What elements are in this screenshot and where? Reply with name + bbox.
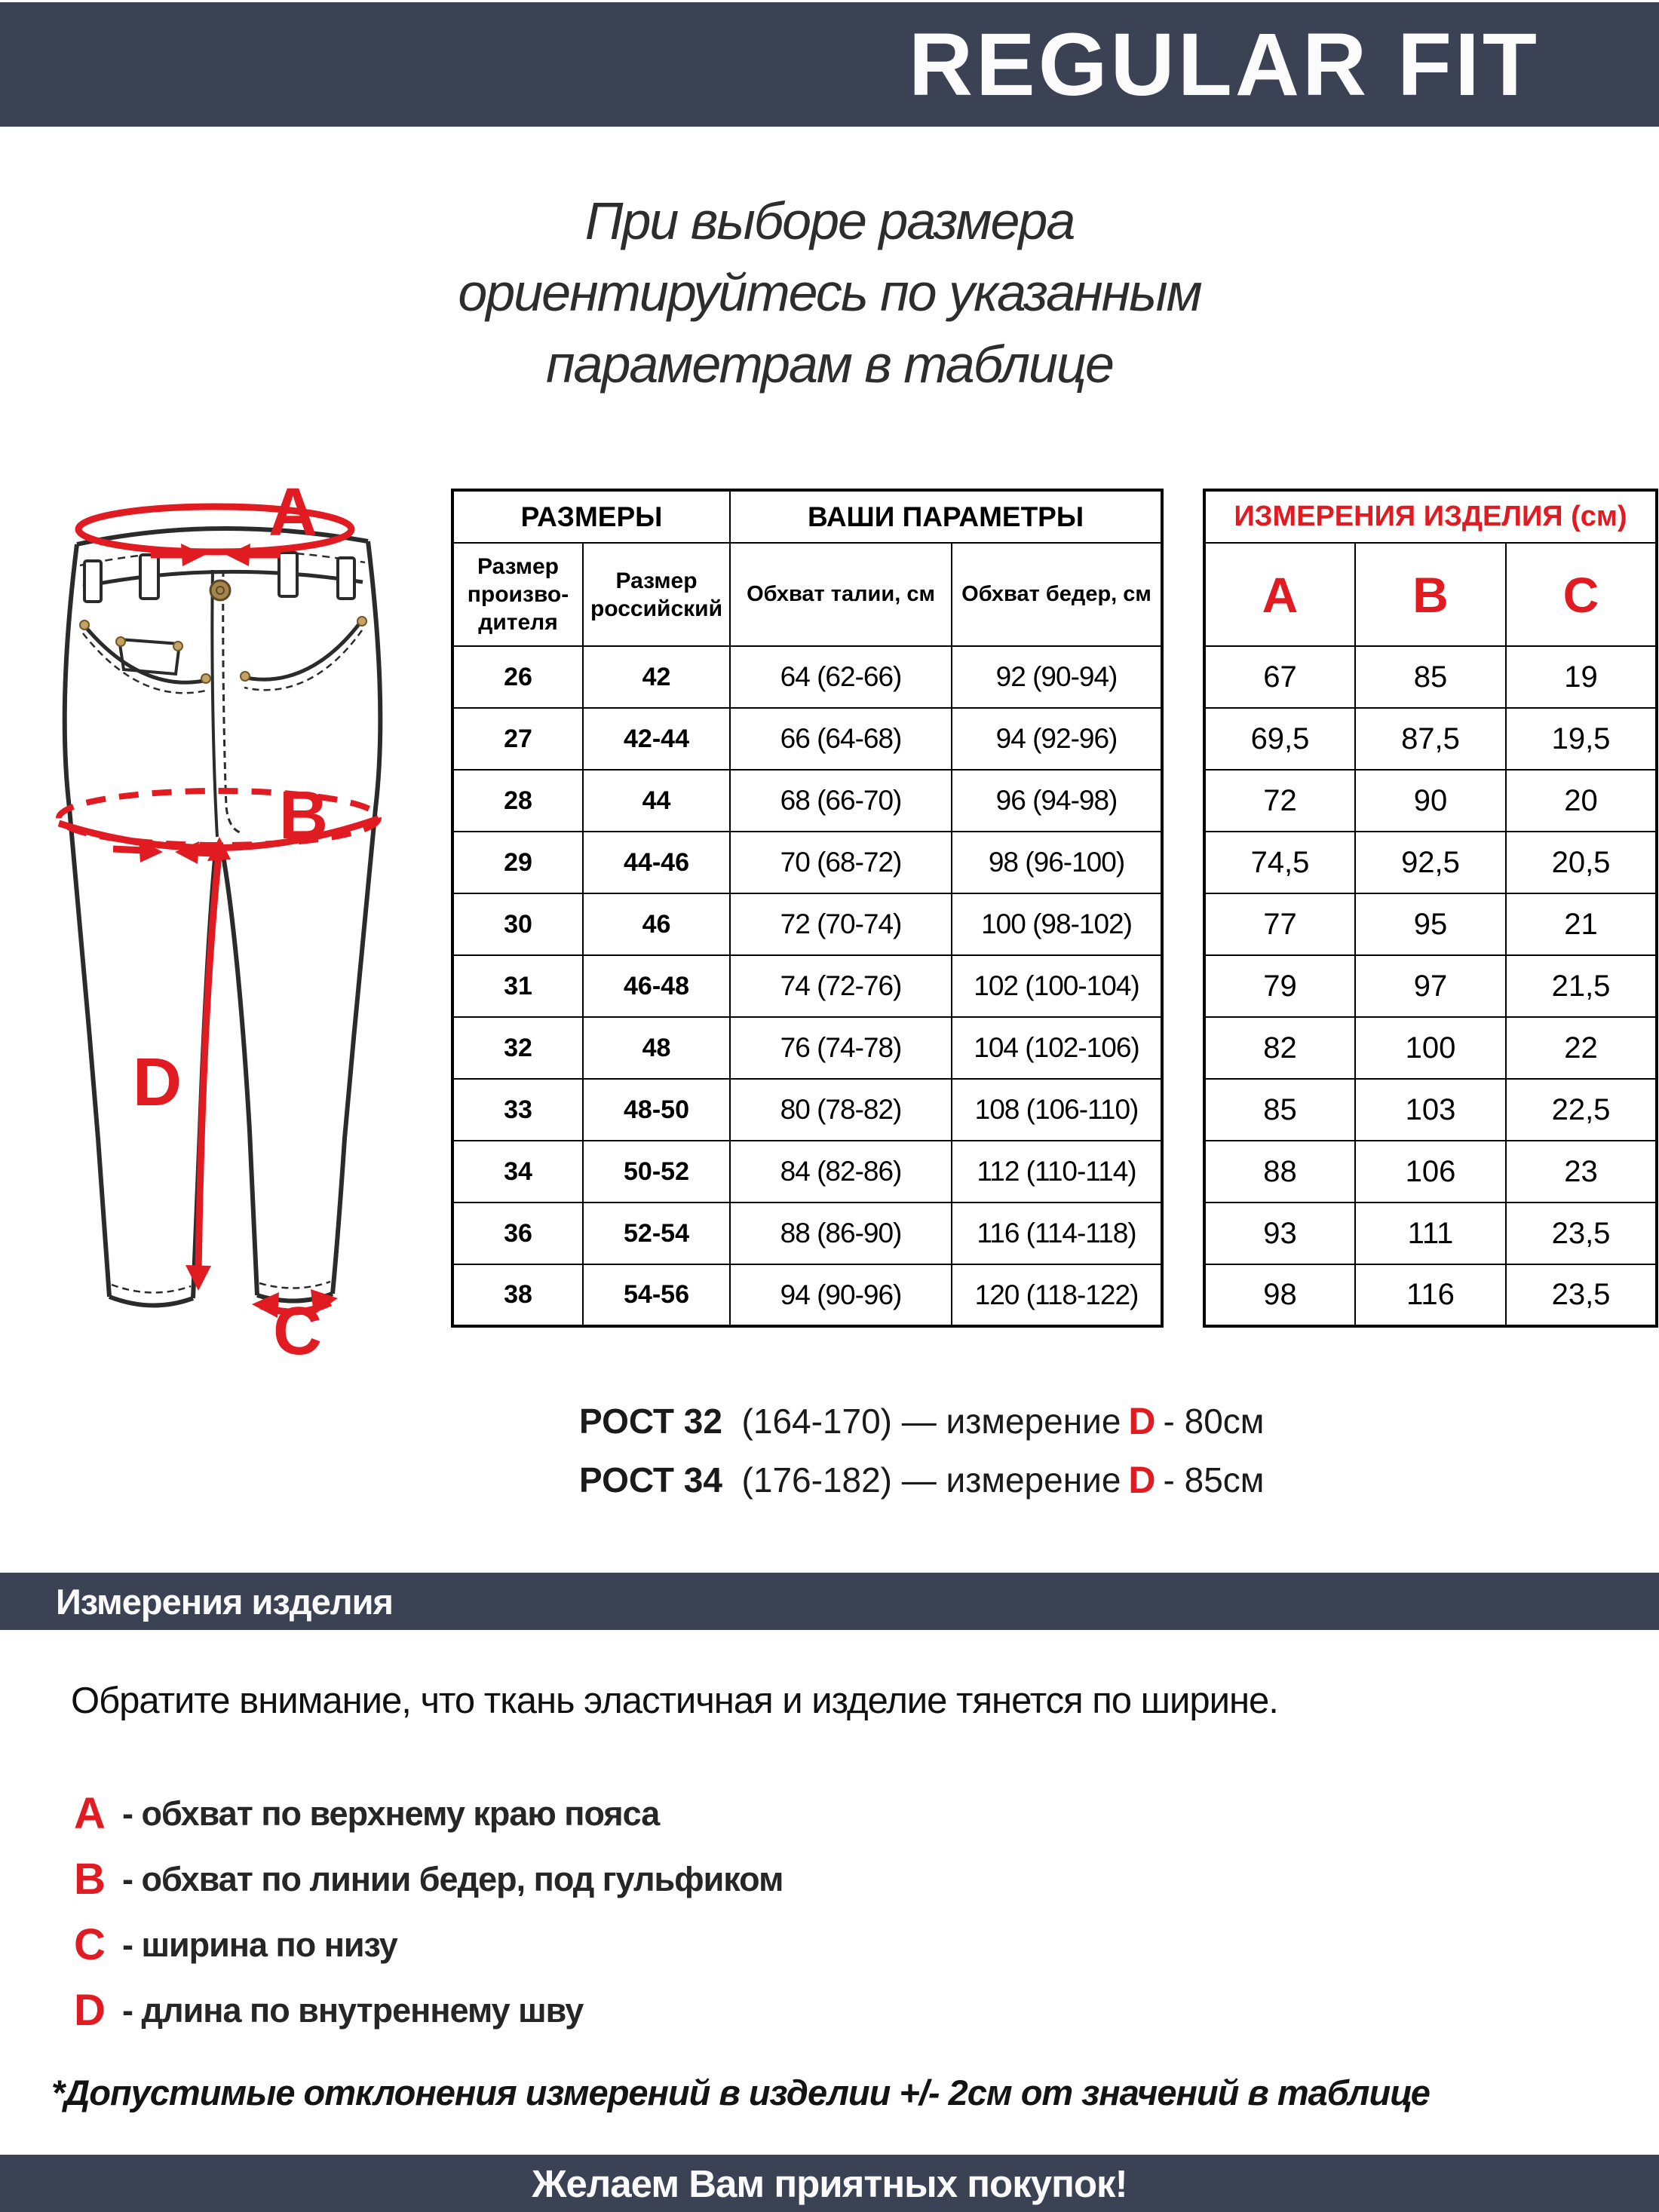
measure-b: 97 [1355,955,1506,1017]
size-row [452,1203,1162,1264]
height-notes [579,1392,1264,1509]
waist-range: 94 (90-96) [730,1264,952,1326]
jeans-sketch [65,528,381,1306]
col-header-c: C [1506,543,1657,646]
measure-a: 74,5 [1204,832,1355,893]
size-row [452,708,1162,770]
waist-range: 88 (86-90) [730,1203,952,1264]
legend-text-b: - обхват по линии бедер, под гульфиком [122,1859,784,1898]
diagram-label-a: A [268,483,317,550]
height-range: (176-182) — измерение [741,1460,1121,1500]
measure-c: 20,5 [1506,832,1657,893]
legend-text-d: - длина по внутреннему шву [122,1990,584,2030]
height-letter-d: D [1128,1459,1156,1501]
measure-a: 67 [1204,646,1355,708]
measure-a: 69,5 [1204,708,1355,770]
legend-item-a [74,1781,783,1846]
size-row [452,955,1162,1017]
size-row [452,1141,1162,1203]
measure-c: 23 [1506,1141,1657,1203]
jeans-measurement-diagram [30,483,468,1357]
hips-range: 108 (106-110) [952,1079,1162,1141]
measure-b: 116 [1355,1264,1506,1326]
measure-b: 87,5 [1355,708,1506,770]
measure-b: 111 [1355,1203,1506,1264]
section-bar [0,1573,1659,1630]
ru-size: 42-44 [583,708,730,770]
hips-range: 116 (114-118) [952,1203,1162,1264]
legend-letter-b: B [74,1855,106,1904]
waist-range: 74 (72-76) [730,955,952,1017]
hips-range: 120 (118-122) [952,1264,1162,1326]
waist-range: 64 (62-66) [730,646,952,708]
measure-row [1204,893,1657,955]
measure-c: 23,5 [1506,1203,1657,1264]
mfr-size: 30 [452,893,583,955]
ru-size: 48 [583,1017,730,1079]
footer-message: Желаем Вам приятных покупок! [532,2161,1127,2205]
ru-size: 54-56 [583,1264,730,1326]
ru-size: 52-54 [583,1203,730,1264]
legend-letter-d: D [74,1986,106,2035]
measure-b: 95 [1355,893,1506,955]
measure-b: 85 [1355,646,1506,708]
product-measurements-table [1203,489,1658,1328]
diagram-label-c: C [273,1294,322,1357]
ru-size: 46-48 [583,955,730,1017]
col-header-russian-size: Размер российский [583,543,730,646]
hips-range: 98 (96-100) [952,832,1162,893]
height-value: - 85см [1163,1460,1265,1500]
measure-a: 79 [1204,955,1355,1017]
height-label: РОСТ 32 [579,1402,722,1441]
diagram-label-d: D [133,1045,182,1120]
fit-title: REGULAR FIT [908,14,1540,115]
mfr-size: 34 [452,1141,583,1203]
hips-range: 92 (90-94) [952,646,1162,708]
legend-item-d [74,1978,783,2043]
hips-range: 102 (100-104) [952,955,1162,1017]
measure-c: 22 [1506,1017,1657,1079]
waist-range: 80 (78-82) [730,1079,952,1141]
measure-row [1204,770,1657,832]
measure-a: 82 [1204,1017,1355,1079]
waist-range: 68 (66-70) [730,770,952,832]
col-header-manufacturer-size: Размер произво- дителя [452,543,583,646]
size-table-group-params: ВАШИ ПАРАМЕТРЫ [730,490,1162,543]
measure-row [1204,1141,1657,1203]
ru-size: 44 [583,770,730,832]
legend-letter-c: C [74,1920,106,1969]
measure-a: 77 [1204,893,1355,955]
measure-a: 88 [1204,1141,1355,1203]
product-table-title: ИЗМЕРЕНИЯ ИЗДЕЛИЯ (см) [1204,490,1657,543]
size-table [451,489,1164,1328]
measure-c: 21,5 [1506,955,1657,1017]
size-row [452,893,1162,955]
mfr-size: 36 [452,1203,583,1264]
waist-range: 76 (74-78) [730,1017,952,1079]
legend-letter-a: A [74,1789,106,1838]
measurement-legend [74,1781,783,2043]
mfr-size: 29 [452,832,583,893]
measure-c: 20 [1506,770,1657,832]
col-header-waist: Обхват талии, см [730,543,952,646]
height-note-34 [579,1451,1264,1509]
hips-range: 100 (98-102) [952,893,1162,955]
measure-row [1204,708,1657,770]
ru-size: 46 [583,893,730,955]
tolerance-disclaimer: *Допустимые отклонения измерений в изделии +/- 2см от значений в таблице [51,2073,1430,2112]
mfr-size: 27 [452,708,583,770]
measure-row [1204,1017,1657,1079]
height-range: (164-170) — измерение [741,1402,1121,1441]
size-row [452,1017,1162,1079]
mfr-size: 26 [452,646,583,708]
legend-item-b [74,1846,783,1912]
size-row [452,646,1162,708]
height-value: - 80см [1163,1402,1265,1441]
measure-row [1204,646,1657,708]
intro-line-3: параметрам в таблице [546,335,1113,394]
mfr-size: 33 [452,1079,583,1141]
measure-c: 22,5 [1506,1079,1657,1141]
col-header-b: B [1355,543,1506,646]
mfr-size: 32 [452,1017,583,1079]
height-note-32 [579,1392,1264,1451]
measure-row [1204,1264,1657,1326]
waist-range: 84 (82-86) [730,1141,952,1203]
measure-a: 93 [1204,1203,1355,1264]
measure-row [1204,955,1657,1017]
mfr-size: 31 [452,955,583,1017]
measure-c: 23,5 [1506,1264,1657,1326]
footer-bar [0,2155,1659,2212]
intro-text [0,185,1659,400]
measurement-marks [59,483,379,1357]
legend-text-c: - ширина по низу [122,1925,397,1964]
hips-range: 94 (92-96) [952,708,1162,770]
waist-range: 70 (68-72) [730,832,952,893]
size-row [452,1264,1162,1326]
measure-b: 92,5 [1355,832,1506,893]
intro-line-2: ориентируйтесь по указанным [458,263,1201,322]
legend-item-c [74,1912,783,1978]
waist-range: 72 (70-74) [730,893,952,955]
intro-line-1: При выборе размера [584,191,1075,250]
measure-b: 90 [1355,770,1506,832]
size-row [452,1079,1162,1141]
height-label: РОСТ 34 [579,1460,722,1500]
size-row [452,770,1162,832]
top-title-bar [0,2,1659,127]
ru-size: 42 [583,646,730,708]
diagram-label-b: B [279,778,328,853]
measure-row [1204,832,1657,893]
measure-row [1204,1203,1657,1264]
measure-c: 19 [1506,646,1657,708]
legend-text-a: - обхват по верхнему краю пояса [122,1794,660,1833]
size-table-group-sizes: РАЗМЕРЫ [452,490,730,543]
measure-a: 98 [1204,1264,1355,1326]
ru-size: 48-50 [583,1079,730,1141]
hips-range: 112 (110-114) [952,1141,1162,1203]
col-header-hips: Обхват бедер, см [952,543,1162,646]
measure-row [1204,1079,1657,1141]
stretch-note: Обратите внимание, что ткань эластичная и изделие тянется по ширине. [71,1680,1278,1721]
measure-a: 85 [1204,1079,1355,1141]
height-letter-d: D [1128,1400,1156,1442]
mfr-size: 28 [452,770,583,832]
size-row [452,832,1162,893]
mfr-size: 38 [452,1264,583,1326]
hips-range: 96 (94-98) [952,770,1162,832]
measure-a: 72 [1204,770,1355,832]
measure-b: 106 [1355,1141,1506,1203]
measure-c: 19,5 [1506,708,1657,770]
ru-size: 50-52 [583,1141,730,1203]
hips-range: 104 (102-106) [952,1017,1162,1079]
measure-b: 103 [1355,1079,1506,1141]
ru-size: 44-46 [583,832,730,893]
measure-c: 21 [1506,893,1657,955]
waist-range: 66 (64-68) [730,708,952,770]
col-header-a: A [1204,543,1355,646]
section-title: Измерения изделия [56,1581,393,1622]
measure-b: 100 [1355,1017,1506,1079]
